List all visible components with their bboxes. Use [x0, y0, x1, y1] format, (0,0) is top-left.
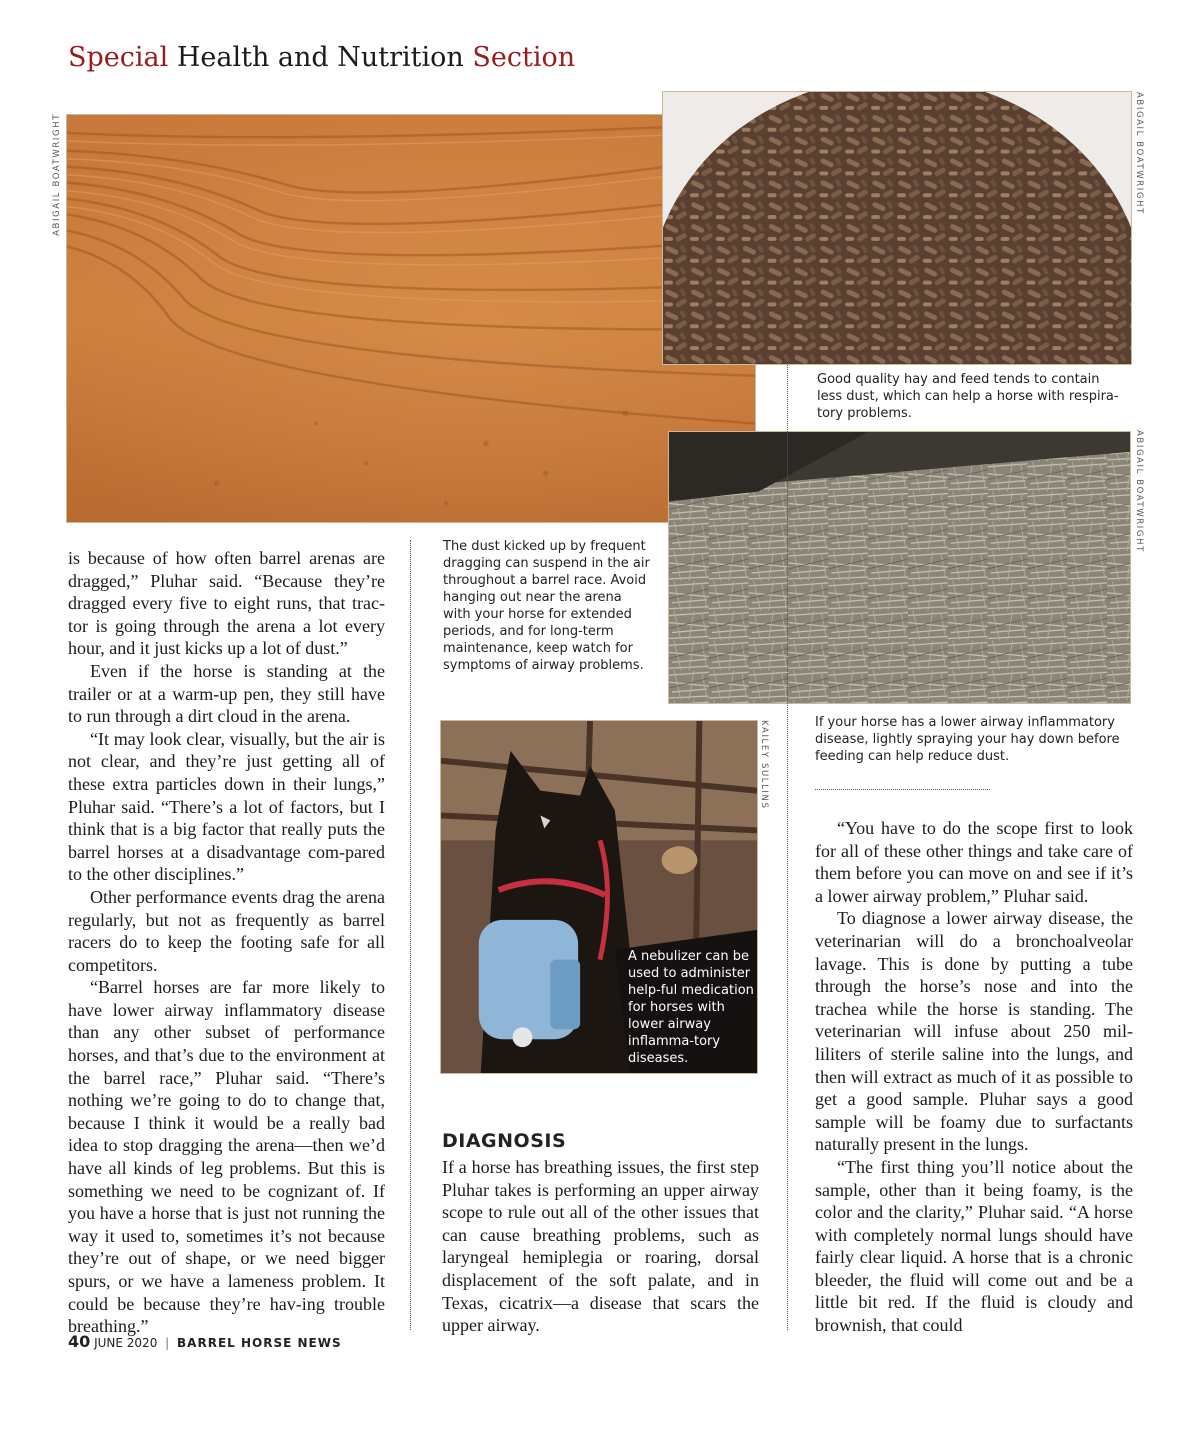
- footer-separator: |: [165, 1336, 170, 1350]
- hay-bale-photo: [668, 431, 1131, 704]
- section-title: [68, 40, 575, 76]
- feed-pellets-photo: [662, 91, 1132, 365]
- caption-pellets: Good quality hay and feed tends to contain less dust, which can help a horse with respira-tory problems.: [817, 372, 1119, 421]
- arena-dirt-photo: [66, 114, 756, 523]
- right-paragraph: To diagnose a lower airway disease, the veterinarian will do a bronchoalveolar lavage. This is done by putting a tube through the horse’s nose and into the trachea while the horse is standing. The veterinarian will infuse about 250 mil-liliters of sterile saline into the lungs, and then will extract as much of it as possible to get a good sample. Pluhar says a good sample will be foamy due to surfactants naturally present in the lungs.: [815, 908, 1133, 1155]
- photo-credit-hay: ABIGAIL BOATWRIGHT: [1134, 430, 1144, 553]
- issue-date: JUNE 2020: [94, 1336, 158, 1350]
- middle-paragraph: If a horse has breathing issues, the first step Pluhar takes is performing an upper airway scope to rule out all of the other issues that can cause breathing problems, such as laryngeal hemiplegia or roaring, dorsal displacement of the soft palate, and in Texas, cicatrix—a disease that scars the upper airway.: [442, 1157, 759, 1336]
- middle-column: [442, 1156, 759, 1337]
- right-paragraph: “The first thing you’ll notice about the sample, other than it being foamy, is the color and the clarity,” Pluhar said. “A horse with completely normal lungs should have fairly clear liquid. A horse that is a chronic bleeder, the fluid will come out and be a little bit red. If the fluid is cloudy and brownish, that could: [815, 1156, 1133, 1336]
- left-paragraph: is because of how often barrel arenas are dragged,” Pluhar said. “Because they’re dragged every five to eight runs, that trac-tor is going through the arena a lot every hour, and it just kicks up a lot of dust.”: [68, 548, 385, 659]
- section-title-middle: Health and Nutrition: [168, 42, 473, 73]
- left-paragraph: “Barrel horses are far more likely to have lower airway inflammatory disease than any other subset of performance horses, and that’s due to the environment at the barrel race,” Pluhar said. “There’s nothing we’re going to do to change that, because I think it would be a really bad idea to stop dragging the arena—then we’d have all kinds of leg problems. But this is something we need to be cognizant of. If you have a horse that is just not running the way it used to, sometimes it’s not because they’re out of shape, or we need bigger spurs, or we have a lameness problem. It could be because they’re hav-ing trouble breathing.”: [68, 977, 385, 1337]
- caption-arena: The dust kicked up by frequent dragging can suspend in the air throughout a barrel race. Avoid hanging out near the arena with your horse for extended periods, and for long-term maintenance, keep watch for symptoms of airway problems.: [443, 539, 650, 673]
- diagnosis-heading: DIAGNOSIS: [442, 1130, 567, 1152]
- photo-credit-arena: ABIGAIL BOATWRIGHT: [52, 113, 62, 236]
- photo-credit-pellets: ABIGAIL BOATWRIGHT: [1134, 92, 1144, 215]
- page-number: 40: [68, 1332, 91, 1351]
- right-column: [815, 817, 1133, 1337]
- left-paragraph: Even if the horse is standing at the trailer or at a warm-up pen, they still have to run through a dirt cloud in the arena.: [68, 660, 385, 727]
- divider-rule-right: [815, 789, 990, 790]
- left-paragraph: “It may look clear, visually, but the air is not clear, and they’re just getting all of these extra particles down in their lungs,” Pluhar said. “There’s a lot of factors, but I think that is a big factor that really puts the barrel horses at a disadvantage com-pared to the other disciplines.”: [68, 728, 385, 885]
- column-rule-right: [787, 365, 788, 1330]
- section-title-special: Special: [68, 42, 169, 73]
- photo-credit-horse: KAILEY SULLINS: [759, 720, 769, 810]
- page-footer: [68, 1332, 342, 1351]
- column-rule-left: [410, 540, 411, 1330]
- caption-horse: A nebulizer can be used to administer help-ful medication for horses with lower airway inflamma-tory diseases.: [628, 949, 754, 1066]
- left-column: [68, 547, 385, 1338]
- left-paragraph: Other performance events drag the arena regularly, but not as frequently as barrel racers do to keep the footing safe for all competitors.: [68, 886, 385, 975]
- section-title-section: Section: [472, 42, 576, 73]
- right-paragraph: “You have to do the scope first to look for all of these other things and take care of them before you can move on and see if it’s a lower airway problem,” Pluhar said.: [815, 818, 1133, 906]
- caption-hay: If your horse has a lower airway inflammatory disease, lightly spraying your hay down before feeding can help reduce dust.: [815, 715, 1120, 764]
- publication-name: BARREL HORSE NEWS: [177, 1336, 342, 1350]
